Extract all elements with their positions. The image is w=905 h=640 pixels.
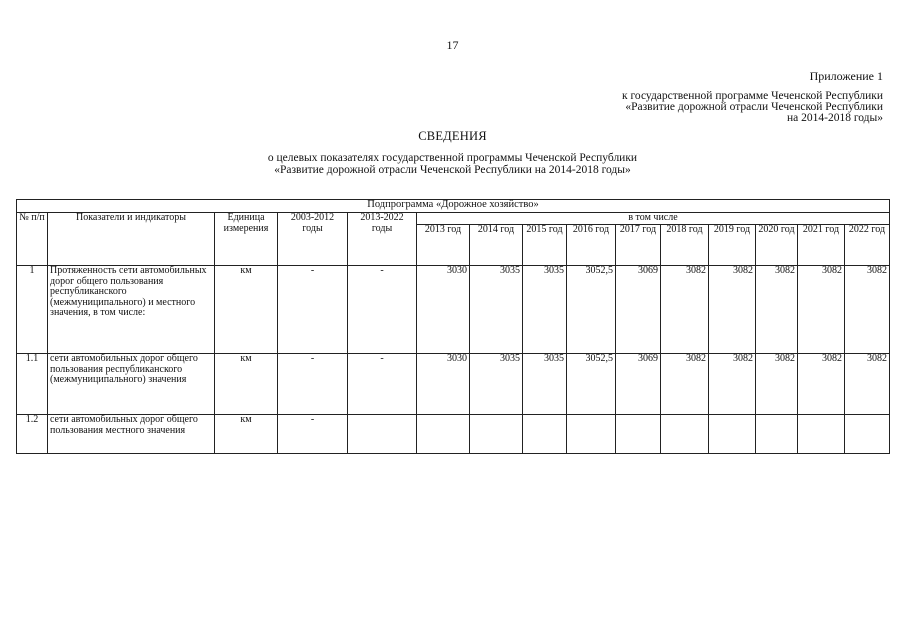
row-value: 3069 — [616, 354, 661, 415]
row-value: 3082 — [661, 354, 709, 415]
row-value — [756, 415, 798, 454]
indicators-table — [16, 199, 890, 454]
appendix-reference — [622, 91, 883, 124]
header-number: № п/п — [17, 213, 48, 266]
appendix-line: на 2014-2018 годы» — [786, 112, 883, 124]
row-value: 3082 — [798, 266, 845, 354]
header-year: 2016 год — [567, 225, 616, 266]
header-period-2013-2022: 2013-2022 годы — [348, 213, 417, 266]
row-value: 3082 — [756, 354, 798, 415]
row-value — [523, 415, 567, 454]
row-value: 3082 — [845, 354, 890, 415]
row-value: 3082 — [709, 266, 756, 354]
row-value: 3035 — [470, 266, 523, 354]
page-number: 17 — [446, 38, 459, 52]
subprogram-title: Подпрограмма «Дорожное хозяйство» — [17, 200, 890, 213]
row-value: 3030 — [417, 354, 470, 415]
appendix-title: Приложение 1 — [809, 69, 883, 83]
row-value: 3069 — [616, 266, 661, 354]
document-subheading — [0, 152, 905, 176]
row-value: 3035 — [523, 354, 567, 415]
row-value: 3082 — [709, 354, 756, 415]
header-year: 2021 год — [798, 225, 845, 266]
header-year: 2013 год — [417, 225, 470, 266]
row-period-2003-2012: - — [278, 266, 348, 354]
row-period-2003-2012: - — [278, 354, 348, 415]
row-number: 1.1 — [17, 354, 48, 415]
row-unit: км — [215, 266, 278, 354]
header-year: 2018 год — [661, 225, 709, 266]
row-value — [709, 415, 756, 454]
row-value — [798, 415, 845, 454]
row-value: 3082 — [798, 354, 845, 415]
row-value: 3052,5 — [567, 354, 616, 415]
row-value: 3052,5 — [567, 266, 616, 354]
subheading-line: о целевых показателях государственной программы Чеченской Республики — [267, 152, 638, 164]
row-value: 3030 — [417, 266, 470, 354]
appendix-line: «Развитие дорожной отрасли Чеченской Республики — [625, 101, 883, 113]
row-period-2013-2022: - — [348, 354, 417, 415]
row-indicator: Протяженность сети автомобильных дорог общего пользования республиканского (межмуниципального) и местного значения, в том числе: — [48, 266, 215, 354]
row-value: 3035 — [470, 354, 523, 415]
row-indicator: сети автомобильных дорог общего пользования республиканского (межмуниципального) значения — [48, 354, 215, 415]
header-including: в том числе — [417, 213, 890, 225]
row-value: 3035 — [523, 266, 567, 354]
row-value — [616, 415, 661, 454]
row-value: 3082 — [845, 266, 890, 354]
row-value: 3082 — [756, 266, 798, 354]
table-row — [17, 415, 890, 454]
row-indicator: сети автомобильных дорог общего пользования местного значения — [48, 415, 215, 454]
table-row — [17, 354, 890, 415]
header-year: 2017 год — [616, 225, 661, 266]
header-period-2003-2012: 2003-2012 годы — [278, 213, 348, 266]
header-year: 2015 год — [523, 225, 567, 266]
row-unit: км — [215, 415, 278, 454]
header-year: 2014 год — [470, 225, 523, 266]
header-year: 2020 год — [756, 225, 798, 266]
row-period-2003-2012: - — [278, 415, 348, 454]
row-number: 1.2 — [17, 415, 48, 454]
row-unit: км — [215, 354, 278, 415]
row-value — [845, 415, 890, 454]
row-period-2013-2022: - — [348, 266, 417, 354]
table-row — [17, 266, 890, 354]
header-unit: Единица измерения — [215, 213, 278, 266]
row-number: 1 — [17, 266, 48, 354]
header-year: 2022 год — [845, 225, 890, 266]
row-value — [470, 415, 523, 454]
header-year: 2019 год — [709, 225, 756, 266]
appendix-line: к государственной программе Чеченской Республики — [622, 90, 883, 102]
subheading-line: «Развитие дорожной отрасли Чеченской Республики на 2014-2018 годы» — [274, 164, 631, 176]
row-value — [567, 415, 616, 454]
row-value: 3082 — [661, 266, 709, 354]
row-value — [417, 415, 470, 454]
row-value — [661, 415, 709, 454]
row-period-2013-2022 — [348, 415, 417, 454]
header-indicator: Показатели и индикаторы — [48, 213, 215, 266]
document-heading: СВЕДЕНИЯ — [418, 129, 487, 143]
